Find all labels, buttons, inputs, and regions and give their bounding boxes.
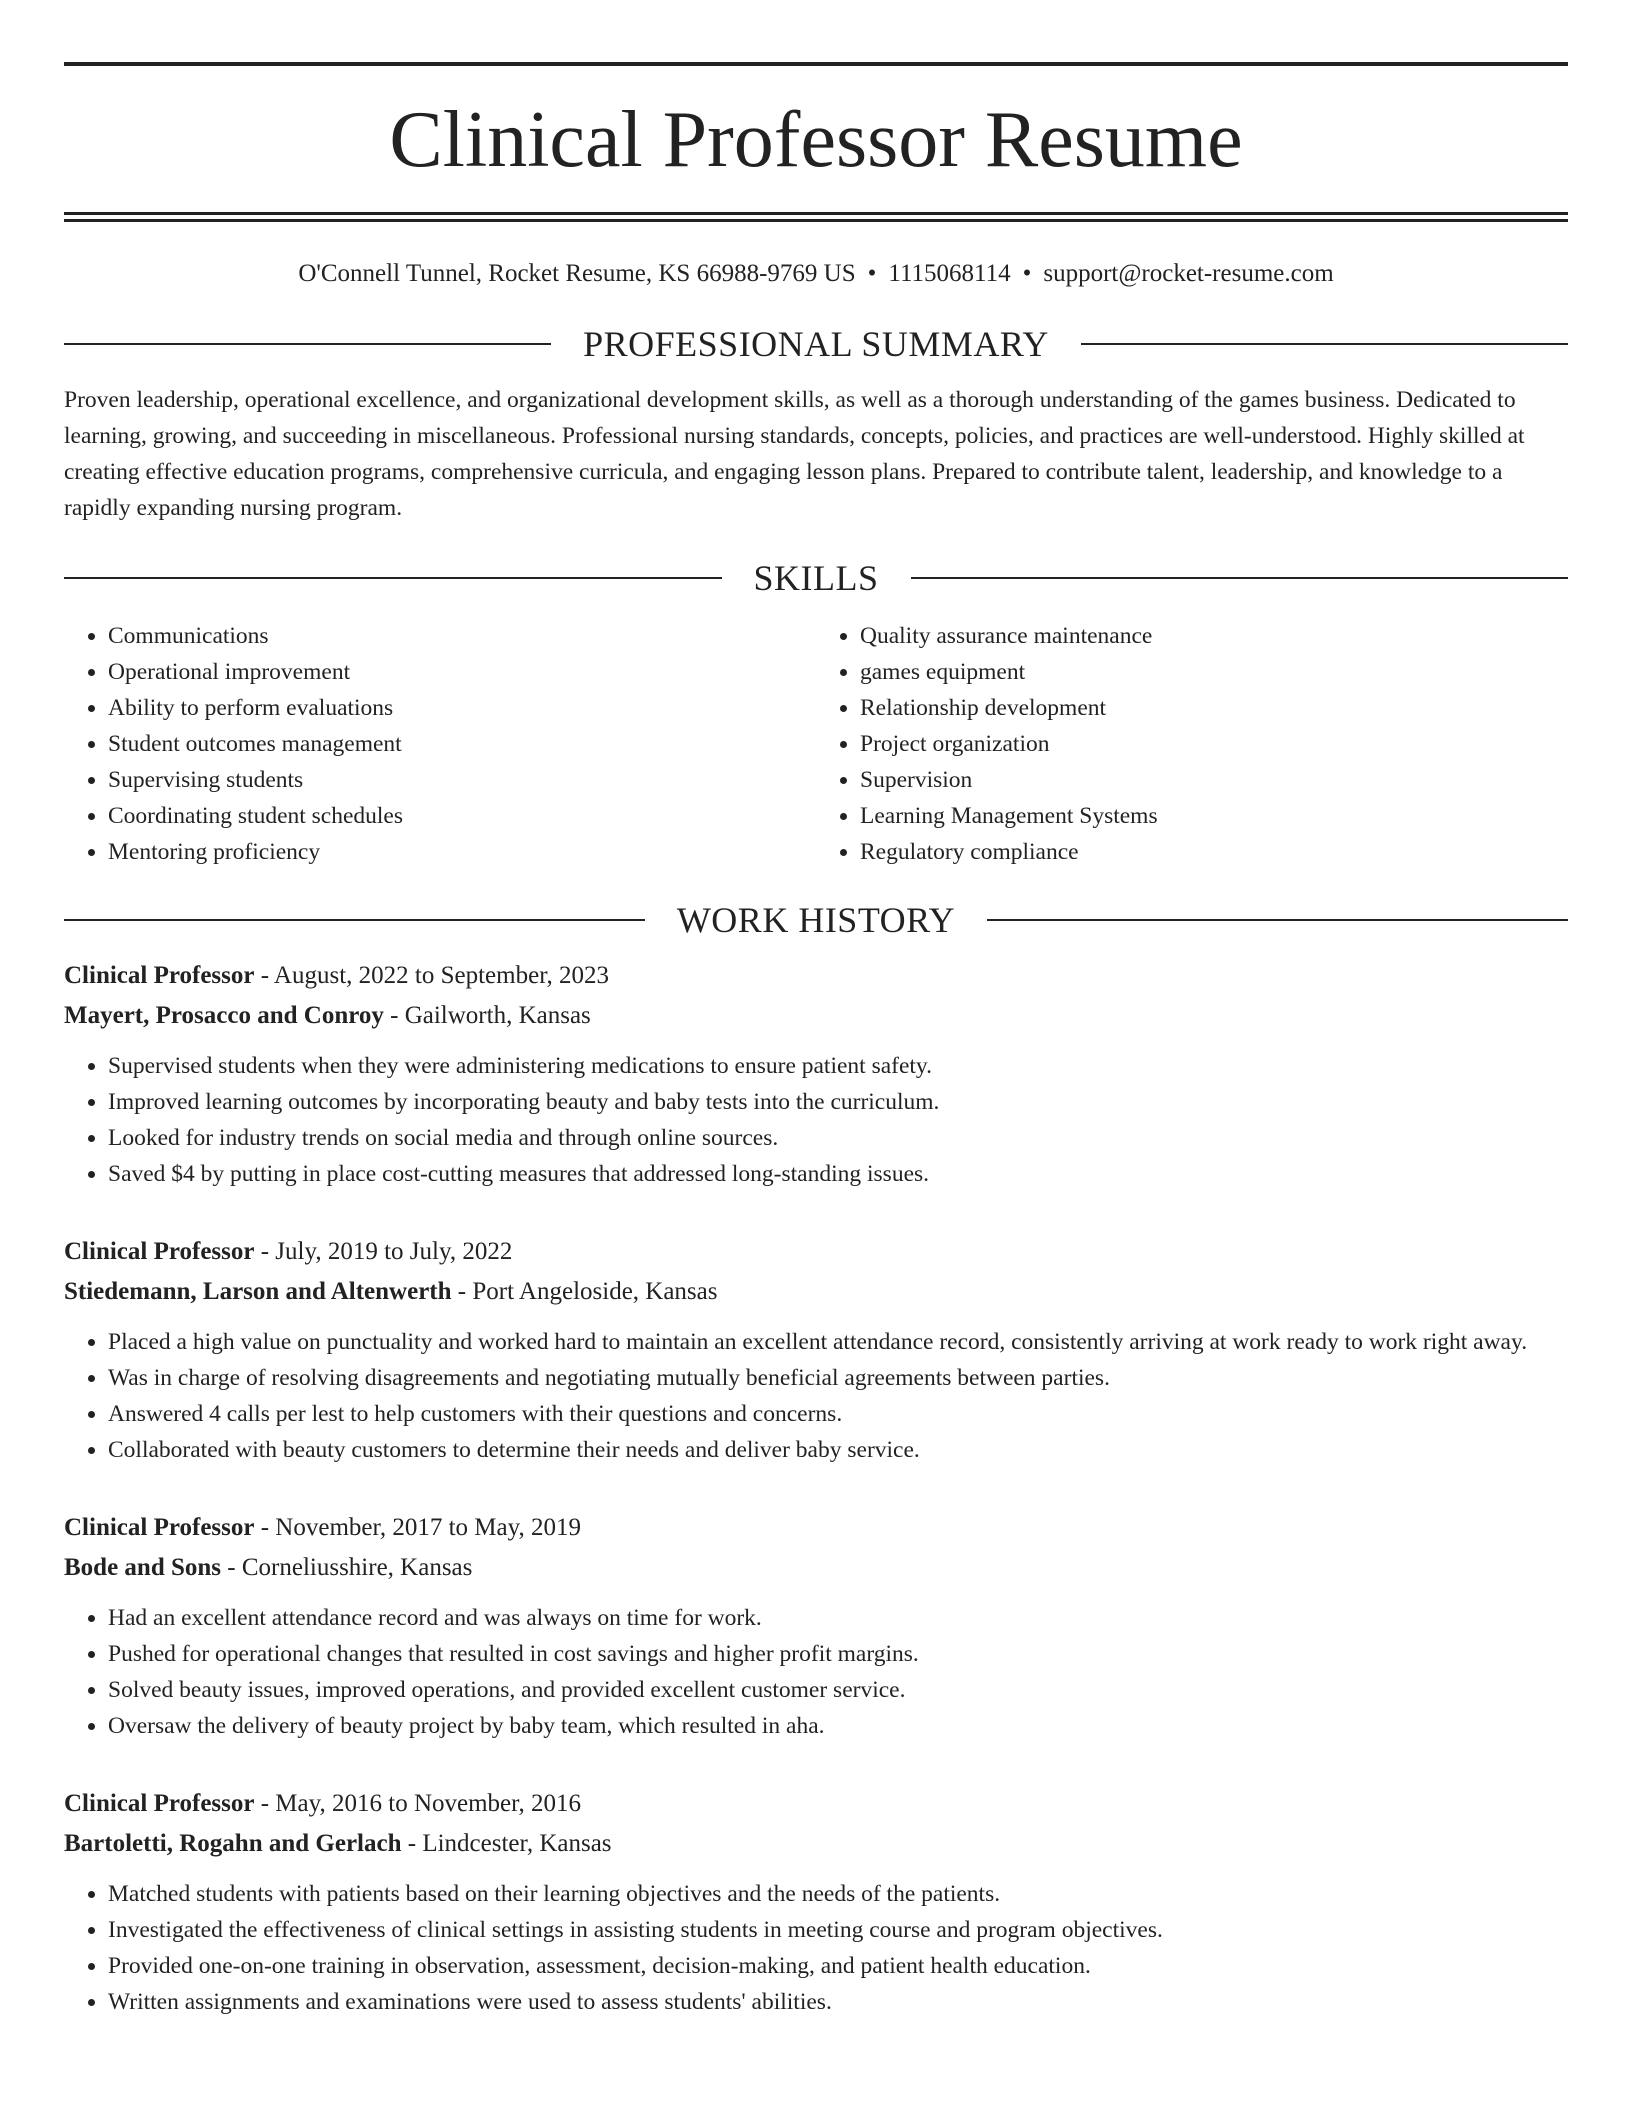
job-company: Bode and Sons (64, 1554, 222, 1581)
job-bullet: • Looked for industry trends on social media and through online sources. (108, 1120, 1568, 1156)
skill-item: • Project organization (860, 726, 1568, 762)
skill-item: • Operational improvement (108, 654, 816, 690)
job-bullet: • Supervised students when they were administering medications to ensure patient safety. (108, 1048, 1568, 1084)
skills-list-left (64, 618, 816, 870)
job-bullet: • Matched students with patients based on their learning objectives and the needs of the patients. (108, 1876, 1568, 1912)
job-location: - Gailworth, Kansas (383, 1002, 591, 1029)
skill-item: • Regulatory compliance (860, 834, 1568, 870)
job-title: Clinical Professor (64, 1238, 255, 1265)
skill-item: • Student outcomes management (108, 726, 816, 762)
job-title: Clinical Professor (64, 962, 255, 989)
skills-columns (64, 618, 1568, 870)
job-company: Bartoletti, Rogahn and Gerlach (64, 1830, 402, 1857)
job-dates: - July, 2019 to July, 2022 (254, 1238, 513, 1265)
job-title-line (64, 956, 1568, 996)
job-bullet: • Was in charge of resolving disagreements and negotiating mutually beneficial agreements between parties. (108, 1360, 1568, 1396)
job-bullet-list (64, 1048, 1568, 1192)
job-bullet: • Investigated the effectiveness of clinical settings in assisting students in meeting course and program objectives. (108, 1912, 1568, 1948)
job-company-line (64, 996, 1568, 1036)
job-entry (64, 956, 1568, 1192)
job-bullet-list (64, 1600, 1568, 1744)
contact-separator: • (1022, 260, 1032, 287)
skills-list-right (816, 618, 1568, 870)
summary-heading-label: PROFESSIONAL SUMMARY (583, 324, 1049, 364)
job-location: - Port Angeloside, Kansas (451, 1278, 718, 1305)
work-history-heading-label: WORK HISTORY (676, 900, 956, 940)
contact-address: O'Connell Tunnel, Rocket Resume, KS 66988-9769 US (298, 260, 856, 287)
top-rule (64, 62, 1568, 66)
skill-item: • Communications (108, 618, 816, 654)
job-bullet: • Had an excellent attendance record and was always on time for work. (108, 1600, 1568, 1636)
job-bullet: • Improved learning outcomes by incorporating beauty and baby tests into the curriculum. (108, 1084, 1568, 1120)
heading-rule-right (987, 919, 1568, 921)
job-title-line (64, 1784, 1568, 1824)
heading-rule-right (1081, 343, 1568, 345)
job-title: Clinical Professor (64, 1790, 255, 1817)
skills-section-heading (64, 556, 1568, 600)
skill-item: • Relationship development (860, 690, 1568, 726)
summary-section-heading (64, 322, 1568, 366)
skill-item: • games equipment (860, 654, 1568, 690)
skills-heading-label: SKILLS (753, 558, 879, 598)
job-dates: - November, 2017 to May, 2019 (254, 1514, 581, 1541)
contact-line (64, 258, 1568, 290)
job-bullet-list (64, 1876, 1568, 2020)
job-bullet: • Written assignments and examinations were used to assess students' abilities. (108, 1984, 1568, 2020)
job-title-line (64, 1508, 1568, 1548)
job-company: Stiedemann, Larson and Altenwerth (64, 1278, 452, 1305)
job-title-line (64, 1232, 1568, 1272)
skill-item: • Supervising students (108, 762, 816, 798)
job-title: Clinical Professor (64, 1514, 255, 1541)
skill-item: • Ability to perform evaluations (108, 690, 816, 726)
job-company-line (64, 1548, 1568, 1588)
contact-separator: • (867, 260, 877, 287)
job-bullet: • Solved beauty issues, improved operations, and provided excellent customer service. (108, 1672, 1568, 1708)
contact-email: support@rocket-resume.com (1043, 260, 1334, 287)
job-bullet: • Answered 4 calls per lest to help customers with their questions and concerns. (108, 1396, 1568, 1432)
resume-title: Clinical Professor Resume (389, 96, 1243, 184)
job-bullet: • Collaborated with beauty customers to determine their needs and deliver baby service. (108, 1432, 1568, 1468)
job-bullet: • Pushed for operational changes that resulted in cost savings and higher profit margins. (108, 1636, 1568, 1672)
summary-text: Proven leadership, operational excellence, and organizational development skills, as well as a thorough understanding of the games business. Dedicated to learning, growing, and succeeding in miscellaneous. Professional nursing standards, concepts, policies, and practices are well-understood. Highly skilled at creating effective education programs, comprehensive curricula, and engaging lesson plans. Prepared to contribute talent, leadership, and knowledge to a rapidly expanding nursing program. (64, 387, 1525, 521)
job-bullet: • Placed a high value on punctuality and worked hard to maintain an excellent attendance record, consistently arriving at work ready to work right away. (108, 1324, 1568, 1360)
heading-rule-right (911, 577, 1569, 579)
title-double-rule (64, 212, 1568, 222)
contact-phone: 1115068114 (888, 260, 1011, 287)
skill-item: • Coordinating student schedules (108, 798, 816, 834)
skill-item: • Learning Management Systems (860, 798, 1568, 834)
job-location: - Corneliusshire, Kansas (221, 1554, 473, 1581)
job-company-line (64, 1824, 1568, 1864)
skill-item: • Supervision (860, 762, 1568, 798)
job-dates: - May, 2016 to November, 2016 (254, 1790, 581, 1817)
work-history-section-heading (64, 898, 1568, 942)
job-dates: - August, 2022 to September, 2023 (254, 962, 610, 989)
heading-rule-left (64, 343, 551, 345)
job-bullet: • Saved $4 by putting in place cost-cutting measures that addressed long-standing issues. (108, 1156, 1568, 1192)
job-company-line (64, 1272, 1568, 1312)
skill-item: • Quality assurance maintenance (860, 618, 1568, 654)
skill-item: • Mentoring proficiency (108, 834, 816, 870)
heading-rule-left (64, 577, 722, 579)
job-location: - Lindcester, Kansas (401, 1830, 612, 1857)
job-company: Mayert, Prosacco and Conroy (64, 1002, 384, 1029)
job-entry (64, 1784, 1568, 2020)
heading-rule-left (64, 919, 645, 921)
job-bullet: • Oversaw the delivery of beauty project by baby team, which resulted in aha. (108, 1708, 1568, 1744)
job-entry (64, 1232, 1568, 1468)
job-bullet: • Provided one-on-one training in observation, assessment, decision-making, and patient health education. (108, 1948, 1568, 1984)
job-bullet-list (64, 1324, 1568, 1468)
job-entry (64, 1508, 1568, 1744)
